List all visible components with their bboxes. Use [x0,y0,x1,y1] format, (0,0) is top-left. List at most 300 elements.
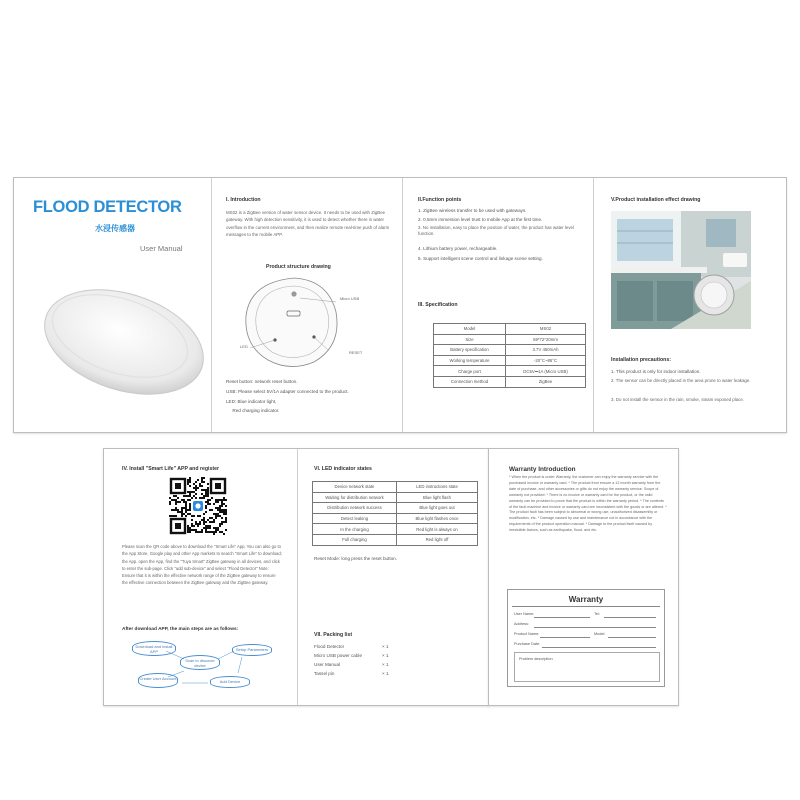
led-meaning: LED instructions state [397,482,478,493]
manual-top-sheet [13,177,787,433]
qr-module [217,499,219,501]
led-state: Distribution network success [313,503,397,514]
qr-module [191,519,193,521]
qr-module [191,523,193,525]
warranty-heading: Warranty Introduction [509,466,576,473]
warranty-card [507,589,665,687]
qr-code [169,477,227,535]
qr-module [193,529,195,531]
qr-module [205,493,207,495]
qr-module [175,509,177,511]
qr-module [223,511,225,513]
qr-module [213,513,215,515]
flow-step: Add Device [210,676,250,688]
qr-module [221,517,223,519]
qr-module [201,531,203,533]
label-reset: RESET [349,350,363,355]
intro-heading: I. Introduction [226,197,261,203]
qr-module [207,499,209,501]
qr-module [203,481,205,483]
manual-bottom-sheet [103,448,489,706]
field-label: Purchase Date: [514,642,541,646]
qr-module [209,499,211,501]
qr-module [223,497,225,499]
precaution-item: 1. This product is only for indoor installation. [611,369,701,374]
qr-module [183,513,185,515]
qr-module [185,507,187,509]
flow-step: Setup Parameters [232,644,272,656]
packing-item: Flood Detector [314,644,345,649]
qr-module [205,495,207,497]
qr-module [205,489,207,491]
qr-module [203,519,205,521]
spec-key: Model [434,324,506,335]
qr-module [221,511,223,513]
qr-module [169,503,171,505]
qr-module [189,503,191,505]
packing-qty: × 1 [382,662,389,667]
table-row [313,503,478,514]
qr-module [213,527,215,529]
qr-module [225,509,227,511]
packing-qty: × 1 [382,653,389,658]
intro-note: USB: Please select 5V/1A adapter connected to the product. [226,389,349,394]
qr-module [205,529,207,531]
qr-module [221,531,223,533]
qr-module [207,519,209,521]
qr-module [221,503,223,505]
qr-module [187,525,189,527]
qr-module [213,531,215,533]
qr-module [189,507,191,509]
qr-module [181,499,183,501]
led-meaning: Red light off [397,534,478,545]
function-point: 4. Lithium battery power, rechargeable. [418,246,498,251]
qr-module [219,515,221,517]
qr-module [209,517,211,519]
qr-module [179,501,181,503]
table-row [434,376,586,387]
led-state: Detect leaking [313,513,397,524]
qr-module [173,495,175,497]
qr-module [205,507,207,509]
qr-module [215,499,217,501]
qr-module [183,499,185,501]
spec-value: MS02 [506,324,586,335]
qr-module [225,519,227,521]
warranty-card-title: Warranty [568,595,604,604]
qr-module [181,511,183,513]
qr-module [195,497,197,499]
intro-note: LED: Blue indicator light, [226,399,277,404]
qr-module [219,511,221,513]
qr-module [185,515,187,517]
qr-module [183,501,185,503]
qr-module [177,497,179,499]
table-row [313,524,478,535]
label-micro-usb: Micro USB [340,296,360,301]
qr-module [217,515,219,517]
qr-module [203,521,205,523]
qr-module [187,513,189,515]
spec-key: Charge port [434,366,506,377]
structure-drawing [232,274,352,374]
qr-module [223,499,225,501]
qr-module [223,521,225,523]
qr-module [189,481,191,483]
spec-table [433,323,586,388]
qr-module [211,521,213,523]
qr-module [201,497,203,499]
led-state: Device network state [313,482,397,493]
qr-module [183,507,185,509]
qr-module [217,509,219,511]
led-state: Full charging [313,534,397,545]
app-heading: IV. Install "Smart Life" APP and register [122,466,219,472]
qr-module [219,499,221,501]
qr-module [195,485,197,487]
qr-module [205,531,207,533]
divider [512,606,660,607]
qr-module [195,521,197,523]
warranty-paragraph: * When the product is under Warranty, the customer can enjoy the warranty service with the purchased invoice or warranty card. * The product from ensure a 12 month warranty from the date of purchase, and other accessories or gifts do not enjoy the warranty service. Scope of warranty not provided: * There is no invoice or warranty card for the product, or the valid warranty can be provided to prove that the product is within the warranty period. * The contents of the fault machine and invoice or warranty card are inconsistent with the goods or are altered. * The product fault has been subject to abnormal or wrong use, unauthorized disassembly or modification, etc. * Damage caused by use and maintenance not in accordance with the requirements of the product operation manual. * Damage to the product itself caused by irresistible factors, such as earthquake, flood, and etc. [509,475,667,533]
qr-module [225,505,227,507]
qr-module [195,529,197,531]
qr-module [189,529,191,531]
qr-module [187,509,189,511]
qr-module [217,513,219,515]
qr-module [205,501,207,503]
spec-value: 3.7V 450mAh [506,345,586,356]
qr-module [215,501,217,503]
qr-module [205,521,207,523]
qr-module [197,487,199,489]
qr-module [223,513,225,515]
qr-module [193,487,195,489]
qr-module [191,491,193,493]
qr-module [189,509,191,511]
spec-value: ZigBee [506,376,586,387]
qr-module [191,497,193,499]
qr-module [207,493,209,495]
qr-module [205,491,207,493]
qr-module [217,527,219,529]
qr-module [197,523,199,525]
qr-module [175,507,177,509]
qr-module [221,501,223,503]
qr-module [225,529,227,531]
qr-module [187,481,189,483]
qr-module [187,531,189,533]
qr-module [185,505,187,507]
led-note: Reset Mode: long press the reset button. [314,556,397,561]
qr-module [223,503,225,505]
qr-module [187,529,189,531]
table-row [313,482,478,493]
field-line [534,617,590,618]
qr-module [189,491,191,493]
qr-module [185,501,187,503]
packing-heading: VII. Packing list [314,632,353,638]
qr-module [175,515,177,517]
installation-heading: V.Product installation effect drawing [611,197,701,203]
qr-module [189,527,191,529]
packing-qty: × 1 [382,644,389,649]
qr-module [225,517,227,519]
spec-key: Connection method [434,376,506,387]
installation-panel [594,178,787,433]
led-panel [298,449,489,706]
qr-module [223,533,225,535]
qr-module [203,477,205,479]
qr-module [177,501,179,503]
field-line [608,637,656,638]
qr-module [173,499,175,501]
qr-module [193,483,195,485]
product-image [14,274,211,433]
packing-qty: × 1 [382,671,389,676]
qr-module [201,479,203,481]
qr-module [221,505,223,507]
qr-module [187,527,189,529]
qr-module [203,489,205,491]
field-label: Product Name: [514,632,540,636]
qr-module [169,515,171,517]
qr-module [215,507,217,509]
field-label: Model: [594,632,606,636]
label-led: LED [240,344,248,349]
qr-module [211,497,213,499]
led-meaning: Blue light flashes once [397,513,478,524]
qr-module [215,531,217,533]
qr-module [207,487,209,489]
field-label: User Name: [514,612,535,616]
qr-module [201,485,203,487]
qr-module [205,527,207,529]
qr-module [187,491,189,493]
qr-module [201,493,203,495]
cover-subtitle: 水浸传感器 [95,224,135,233]
bathroom-photo [611,211,751,329]
intro-note: Reset button: network reset button. [226,379,298,384]
qr-module [203,495,205,497]
qr-module [215,517,217,519]
qr-module [203,513,205,515]
qr-module [207,531,209,533]
led-state: In the charging [313,524,397,535]
qr-module [217,501,219,503]
qr-module [219,531,221,533]
led-meaning: Blue light flash [397,492,478,503]
qr-module [187,479,189,481]
qr-module [211,531,213,533]
qr-module [209,509,211,511]
qr-module [175,499,177,501]
qr-module [177,509,179,511]
field-line [540,637,590,638]
intro-paragraph: MS02 is a ZigBee version of water sensor device. It needs to be used with ZigBee gateway. With high detection sensitivity, it is used to detect whether there is water overflow in the current environment, and then realize remote real-time push of alarm messages to the mobile APP. [226,210,390,238]
qr-module [197,479,199,481]
qr-module [215,513,217,515]
qr-module [193,515,195,517]
qr-module [219,525,221,527]
qr-module [195,481,197,483]
qr-module [185,495,187,497]
qr-module [207,495,209,497]
qr-module [221,509,223,511]
qr-module [195,493,197,495]
qr-module [207,527,209,529]
precaution-item: 2. The sensor can be directly placed in the area prone to water leakage. [611,378,751,383]
qr-module [225,499,227,501]
precautions-heading: Installation precautions: [611,357,671,363]
qr-module [221,499,223,501]
app-paragraph: Please scan the QR code above to download the "Smart Life" App. You can also go to the App Store, Google play and other App markets to search "Smart Life" to download; the App. open the App, find the "Tuya Smart" ZigBee gateway in all devices, and click to enter the sub-page. Click "add sub-device" and select "Flood Detector" Note: Ensure that it is within the effective network range of the ZigBee gateway to ensure the effective connection between the ZigBee gateway and the ZigBee gateway. [122,544,282,586]
qr-module [189,493,191,495]
qr-module [193,495,195,497]
qr-module [217,529,219,531]
qr-module [175,495,177,497]
precaution-item: 3. Do not install the sensor in the rain, smoke, steam exposed place. [611,397,745,402]
qr-module [213,533,215,535]
qr-module [199,523,201,525]
qr-module [191,525,193,527]
table-row [434,366,586,377]
qr-module [207,503,209,505]
qr-module [211,509,213,511]
qr-module [189,505,191,507]
table-row [313,492,478,503]
table-row [434,324,586,335]
warranty-sheet [488,448,679,706]
qr-module [187,483,189,485]
qr-module [189,499,191,501]
field-line [542,647,656,648]
intro-note: Red charging indicator. [226,408,280,413]
led-heading: VI. LED indicator states [314,466,372,472]
qr-module [225,511,227,513]
qr-module [205,511,207,513]
qr-module [215,527,217,529]
qr-module [171,509,173,511]
qr-module [213,519,215,521]
cover-panel [14,178,211,433]
qr-module [191,515,193,517]
qr-module [177,511,179,513]
qr-module [171,515,173,517]
function-heading: II.Function points [418,197,462,203]
field-line [604,617,656,618]
qr-module [225,521,227,523]
flow-step: Create User Account [138,673,178,688]
qr-module [185,511,187,513]
spec-value: 69*72*20mm [506,334,586,345]
qr-module [215,515,217,517]
qr-module [203,527,205,529]
spec-value: DC5V⎓1A (Micro USB) [506,366,586,377]
packing-item: Tassel pin [314,671,335,676]
qr-module [207,501,209,503]
qr-module [207,491,209,493]
qr-module [199,515,201,517]
qr-module [199,521,201,523]
qr-module [203,497,205,499]
function-panel [403,178,593,433]
qr-module [193,491,195,493]
table-row [313,513,478,524]
qr-module [197,525,199,527]
qr-module [189,513,191,515]
spec-key: Battery specification [434,345,506,356]
qr-module [195,489,197,491]
spec-heading: III. Specification [418,302,458,308]
qr-module [187,495,189,497]
field-line [534,627,656,628]
qr-module [209,503,211,505]
cover-title: FLOOD DETECTOR [33,198,182,216]
qr-module [215,529,217,531]
problem-label: Problem description [519,657,553,661]
qr-module [193,525,195,527]
qr-module [201,477,203,479]
structure-heading: Product structure drawing [266,264,331,270]
function-point: 5. Support intelligent scene control and linkage scene setting. [418,256,543,261]
qr-module [217,507,219,509]
qr-module [189,477,191,479]
qr-module [205,505,207,507]
qr-module [211,517,213,519]
qr-module [219,523,221,525]
qr-module [181,513,183,515]
qr-module [191,529,193,531]
table-row [434,334,586,345]
spec-key: Size [434,334,506,345]
qr-module [189,531,191,533]
qr-module [195,523,197,525]
qr-module [197,531,199,533]
field-label: Tel: [594,612,600,616]
led-state: Waiting for distribution network [313,492,397,503]
qr-module [207,483,209,485]
qr-module [209,525,211,527]
intro-panel [212,178,402,433]
qr-module [189,495,191,497]
led-meaning: Red light is always on [397,524,478,535]
qr-module [213,521,215,523]
table-row [434,345,586,356]
app-panel [104,449,297,706]
function-point: 1. ZigBee wireless transfer to be used with gateways. [418,208,527,213]
qr-module [225,513,227,515]
qr-module [199,485,201,487]
qr-module [221,523,223,525]
qr-module [181,507,183,509]
qr-module [181,509,183,511]
qr-module [199,483,201,485]
function-point: 3. No installation, easy to place the position of water, the product has water level function. [418,225,574,237]
qr-module [195,531,197,533]
packing-item: User Manual [314,662,341,667]
qr-module [169,497,171,499]
qr-module [219,505,221,507]
qr-module [169,501,171,503]
qr-module [207,489,209,491]
field-label: Address: [514,622,529,626]
qr-module [195,487,197,489]
qr-module [189,479,191,481]
qr-module [223,509,225,511]
qr-module [181,515,183,517]
